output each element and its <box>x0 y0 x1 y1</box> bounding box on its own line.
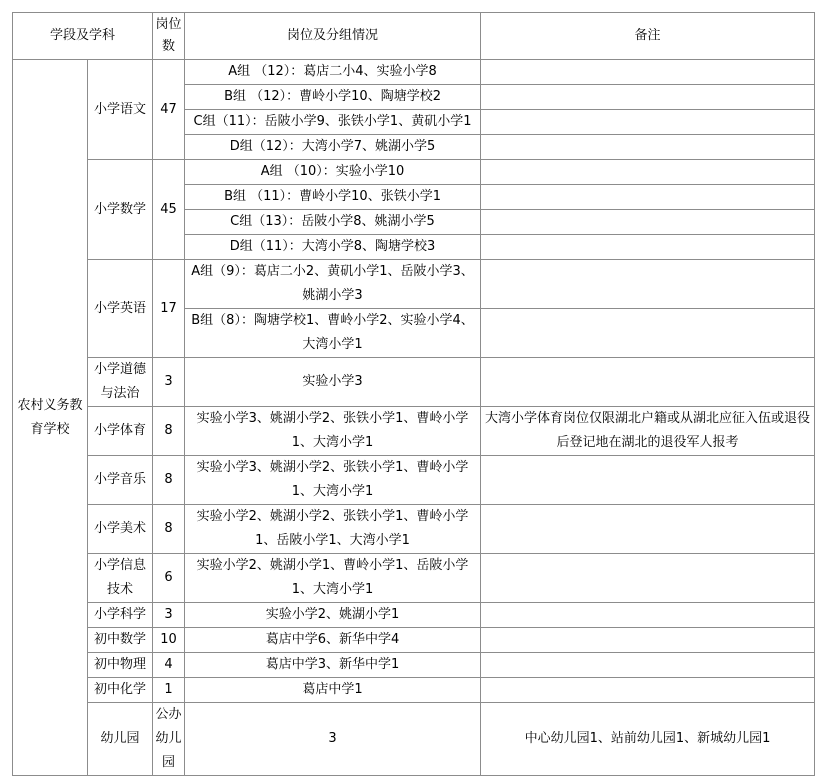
table-row <box>13 653 815 678</box>
table-row <box>13 358 815 407</box>
detail-cell: 实验小学2、姚湖小学1、曹岭小学1、岳陂小学1、大湾小学1 <box>185 554 481 603</box>
note-cell <box>481 85 815 110</box>
group-cell: A组 （12）：葛店二小4、实验小学8 <box>185 60 481 85</box>
count-cell: 1 <box>153 678 185 703</box>
detail-cell: 中心幼儿园1、站前幼儿园1、新城幼儿园1 <box>481 703 815 776</box>
count-cell: 17 <box>153 260 185 358</box>
header-groups: 岗位及分组情况 <box>185 13 481 60</box>
group-cell: C组（13）：岳陂小学8、姚湖小学5 <box>185 210 481 235</box>
count-cell: 10 <box>153 628 185 653</box>
note-cell <box>481 505 815 554</box>
note-cell <box>481 653 815 678</box>
detail-cell: 实验小学3、姚湖小学2、张铁小学1、曹岭小学1、大湾小学1 <box>185 456 481 505</box>
note-cell <box>481 678 815 703</box>
count-cell: 3 <box>153 603 185 628</box>
count-cell: 8 <box>153 505 185 554</box>
note-cell <box>481 185 815 210</box>
note-cell: 大湾小学体育岗位仅限湖北户籍或从湖北应征入伍或退役后登记地在湖北的退役军人报考 <box>481 407 815 456</box>
group-cell: B组（8）：陶塘学校1、曹岭小学2、实验小学4、大湾小学1 <box>185 309 481 358</box>
note-cell <box>481 210 815 235</box>
count-cell: 45 <box>153 160 185 260</box>
detail-cell: 实验小学3、姚湖小学2、张铁小学1、曹岭小学1、大湾小学1 <box>185 407 481 456</box>
subject-cell: 初中化学 <box>88 678 153 703</box>
group-cell: C组（11）：岳陂小学9、张铁小学1、黄矶小学1 <box>185 110 481 135</box>
detail-cell: 葛店中学3、新华中学1 <box>185 653 481 678</box>
note-cell <box>481 554 815 603</box>
header-stage-subject: 学段及学科 <box>13 13 153 60</box>
note-cell <box>481 260 815 309</box>
note-cell <box>481 110 815 135</box>
subject-cell: 小学道德与法治 <box>88 358 153 407</box>
subject-cell: 小学语文 <box>88 60 153 160</box>
note-cell <box>481 135 815 160</box>
count-cell: 47 <box>153 60 185 160</box>
count-cell: 8 <box>153 456 185 505</box>
subject-cell: 初中数学 <box>88 628 153 653</box>
count-cell: 3 <box>185 703 481 776</box>
table-row <box>13 505 815 554</box>
group-cell: D组（12）：大湾小学7、姚湖小学5 <box>185 135 481 160</box>
detail-cell: 葛店中学1 <box>185 678 481 703</box>
subject-cell: 小学科学 <box>88 603 153 628</box>
detail-cell: 实验小学3 <box>185 358 481 407</box>
subject-cell: 小学美术 <box>88 505 153 554</box>
detail-cell: 实验小学2、姚湖小学2、张铁小学1、曹岭小学1、岳陂小学1、大湾小学1 <box>185 505 481 554</box>
note-cell <box>481 358 815 407</box>
count-cell: 4 <box>153 653 185 678</box>
subject-cell: 小学数学 <box>88 160 153 260</box>
note-cell <box>481 456 815 505</box>
note-cell <box>481 603 815 628</box>
category-rural-school: 农村义务教育学校 <box>13 60 88 776</box>
count-cell: 3 <box>153 358 185 407</box>
category-kindergarten: 幼儿园 <box>88 703 153 776</box>
subject-cell: 小学信息技术 <box>88 554 153 603</box>
table-row <box>13 554 815 603</box>
table-row <box>13 60 815 85</box>
header-count: 岗位数 <box>153 13 185 60</box>
note-cell <box>481 628 815 653</box>
subject-cell: 初中物理 <box>88 653 153 678</box>
subject-cell: 小学英语 <box>88 260 153 358</box>
table-row <box>13 603 815 628</box>
count-cell: 6 <box>153 554 185 603</box>
group-cell: A组（9）：葛店二小2、黄矶小学1、岳陂小学3、姚湖小学3 <box>185 260 481 309</box>
note-cell <box>481 309 815 358</box>
detail-cell: 实验小学2、姚湖小学1 <box>185 603 481 628</box>
detail-cell: 葛店中学6、新华中学4 <box>185 628 481 653</box>
table-row <box>13 678 815 703</box>
table-row <box>13 407 815 456</box>
group-cell: D组（11）：大湾小学8、陶塘学校3 <box>185 235 481 260</box>
subject-cell: 小学体育 <box>88 407 153 456</box>
note-cell <box>481 160 815 185</box>
header-row <box>13 13 815 60</box>
group-cell: A组 （10）：实验小学10 <box>185 160 481 185</box>
table-row <box>13 260 815 309</box>
table-row <box>13 703 815 776</box>
group-cell: B组 （12）：曹岭小学10、陶塘学校2 <box>185 85 481 110</box>
note-cell <box>481 235 815 260</box>
header-note: 备注 <box>481 13 815 60</box>
table-row <box>13 160 815 185</box>
subject-cell: 小学音乐 <box>88 456 153 505</box>
subject-cell: 公办幼儿园 <box>153 703 185 776</box>
count-cell: 8 <box>153 407 185 456</box>
table-row <box>13 628 815 653</box>
table-row <box>13 456 815 505</box>
note-cell <box>481 60 815 85</box>
positions-table <box>12 12 815 776</box>
group-cell: B组 （11）：曹岭小学10、张铁小学1 <box>185 185 481 210</box>
